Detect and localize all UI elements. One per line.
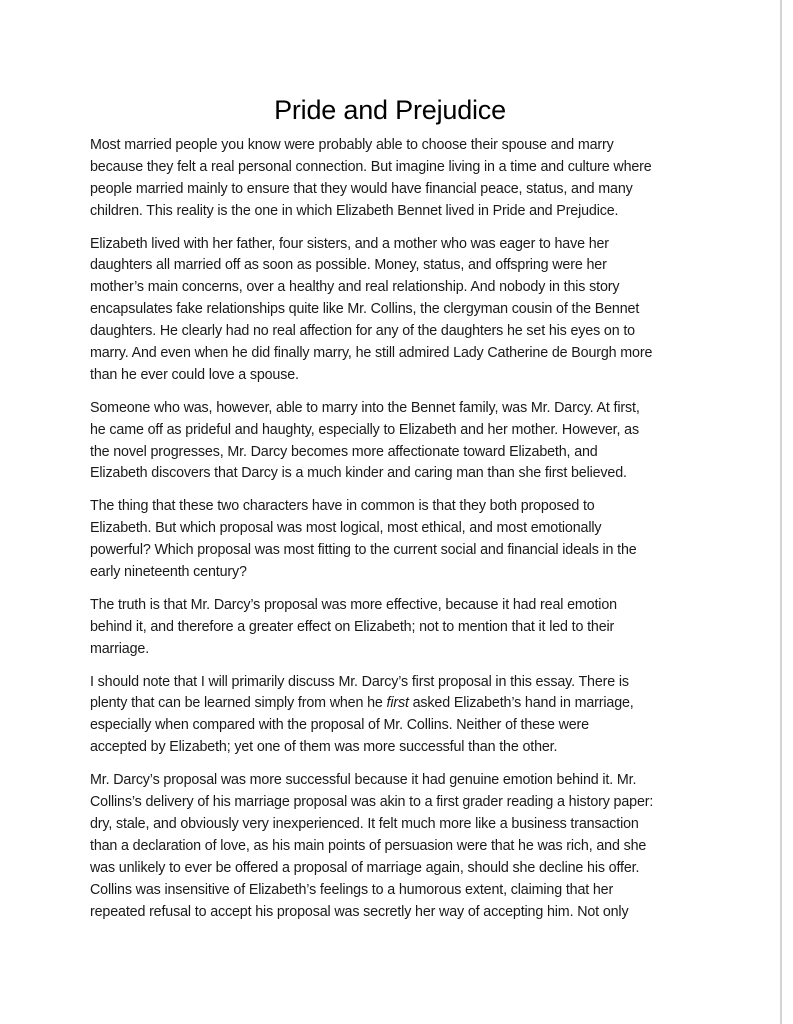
text-line: early nineteenth century? (90, 564, 247, 581)
italic-emphasis: first (386, 695, 409, 712)
text-line: marry. And even when he did finally marry, he still admired Lady Catherine de Bourgh more (90, 345, 653, 362)
text-line: I should note that I will primarily discuss Mr. Darcy’s first proposal in this essay. There is (90, 673, 629, 690)
page-gutter (782, 0, 793, 1024)
text-line: because they felt a real personal connection. But imagine living in a time and culture where (90, 158, 652, 175)
text-line: The truth is that Mr. Darcy’s proposal was more effective, because it had real emotion (90, 596, 617, 613)
text-line: behind it, and therefore a greater effect on Elizabeth; not to mention that it led to their (90, 618, 615, 635)
text-line: daughters. He clearly had no real affection for any of the daughters he set his eyes on to (90, 323, 635, 340)
text-line: encapsulates fake relationships quite like Mr. Collins, the clergyman cousin of the Bennet (90, 301, 640, 318)
text-line: Collins was insensitive of Elizabeth’s feelings to a humorous extent, claiming that her (90, 881, 614, 898)
text-line: The thing that these two characters have in common is that they both proposed to (90, 498, 595, 515)
paragraph-7 (90, 770, 710, 923)
paragraph-6 (90, 672, 710, 760)
paragraph-4 (90, 496, 710, 584)
paragraph-1 (90, 135, 710, 223)
text-line: especially when compared with the proposal of Mr. Collins. Neither of these were (90, 717, 589, 734)
paragraph-2 (90, 234, 710, 387)
text-line: dry, stale, and obviously very inexperienced. It felt much more like a business transaction (90, 815, 639, 832)
text-line: accepted by Elizabeth; yet one of them was more successful than the other. (90, 739, 558, 756)
paragraph-5 (90, 595, 710, 661)
text-line: mother’s main concerns, over a healthy and real relationship. And nobody in this story (90, 279, 620, 296)
document-body[interactable] (90, 135, 710, 934)
text-line: Someone who was, however, able to marry into the Bennet family, was Mr. Darcy. At first, (90, 399, 640, 416)
text-line: Elizabeth lived with her father, four sisters, and a mother who was eager to have her (90, 235, 609, 252)
text-line: Collins’s delivery of his marriage proposal was akin to a first grader reading a history paper: (90, 794, 654, 811)
text-line: repeated refusal to accept his proposal was secretly her way of accepting him. Not only (90, 903, 629, 920)
text-line: he came off as prideful and haughty, especially to Elizabeth and her mother. However, as (90, 421, 639, 438)
text-line-with-italic (90, 693, 710, 715)
text-line: children. This reality is the one in which Elizabeth Bennet lived in Pride and Prejudice. (90, 202, 619, 219)
text-segment: plenty that can be learned simply from when he (90, 695, 387, 712)
text-line: Elizabeth discovers that Darcy is a much kinder and caring man than she first believed. (90, 465, 627, 482)
text-line: than he ever could love a spouse. (90, 366, 299, 383)
text-line: Most married people you know were probably able to choose their spouse and marry (90, 137, 614, 153)
text-line: than a declaration of love, as his main points of persuasion were that he was rich, and she (90, 837, 647, 854)
text-line: daughters all married off as soon as possible. Money, status, and offspring were her (90, 257, 607, 274)
text-segment: asked Elizabeth’s hand in marriage, (408, 695, 634, 712)
text-line: powerful? Which proposal was most fitting to the current social and financial ideals in the (90, 542, 637, 559)
text-line: marriage. (90, 640, 150, 657)
text-line: Elizabeth. But which proposal was most logical, most ethical, and most emotionally (90, 520, 602, 537)
document-title: Pride and Prejudice (274, 95, 506, 125)
text-line: the novel progresses, Mr. Darcy becomes more affectionate toward Elizabeth, and (90, 443, 598, 460)
text-line: Mr. Darcy’s proposal was more successful because it had genuine emotion behind it. Mr. (90, 772, 637, 789)
text-line: was unlikely to ever be offered a proposal of marriage again, should she decline his offer. (90, 859, 640, 876)
text-line: people married mainly to ensure that they would have financial peace, status, and many (90, 180, 633, 197)
paragraph-3 (90, 398, 710, 486)
